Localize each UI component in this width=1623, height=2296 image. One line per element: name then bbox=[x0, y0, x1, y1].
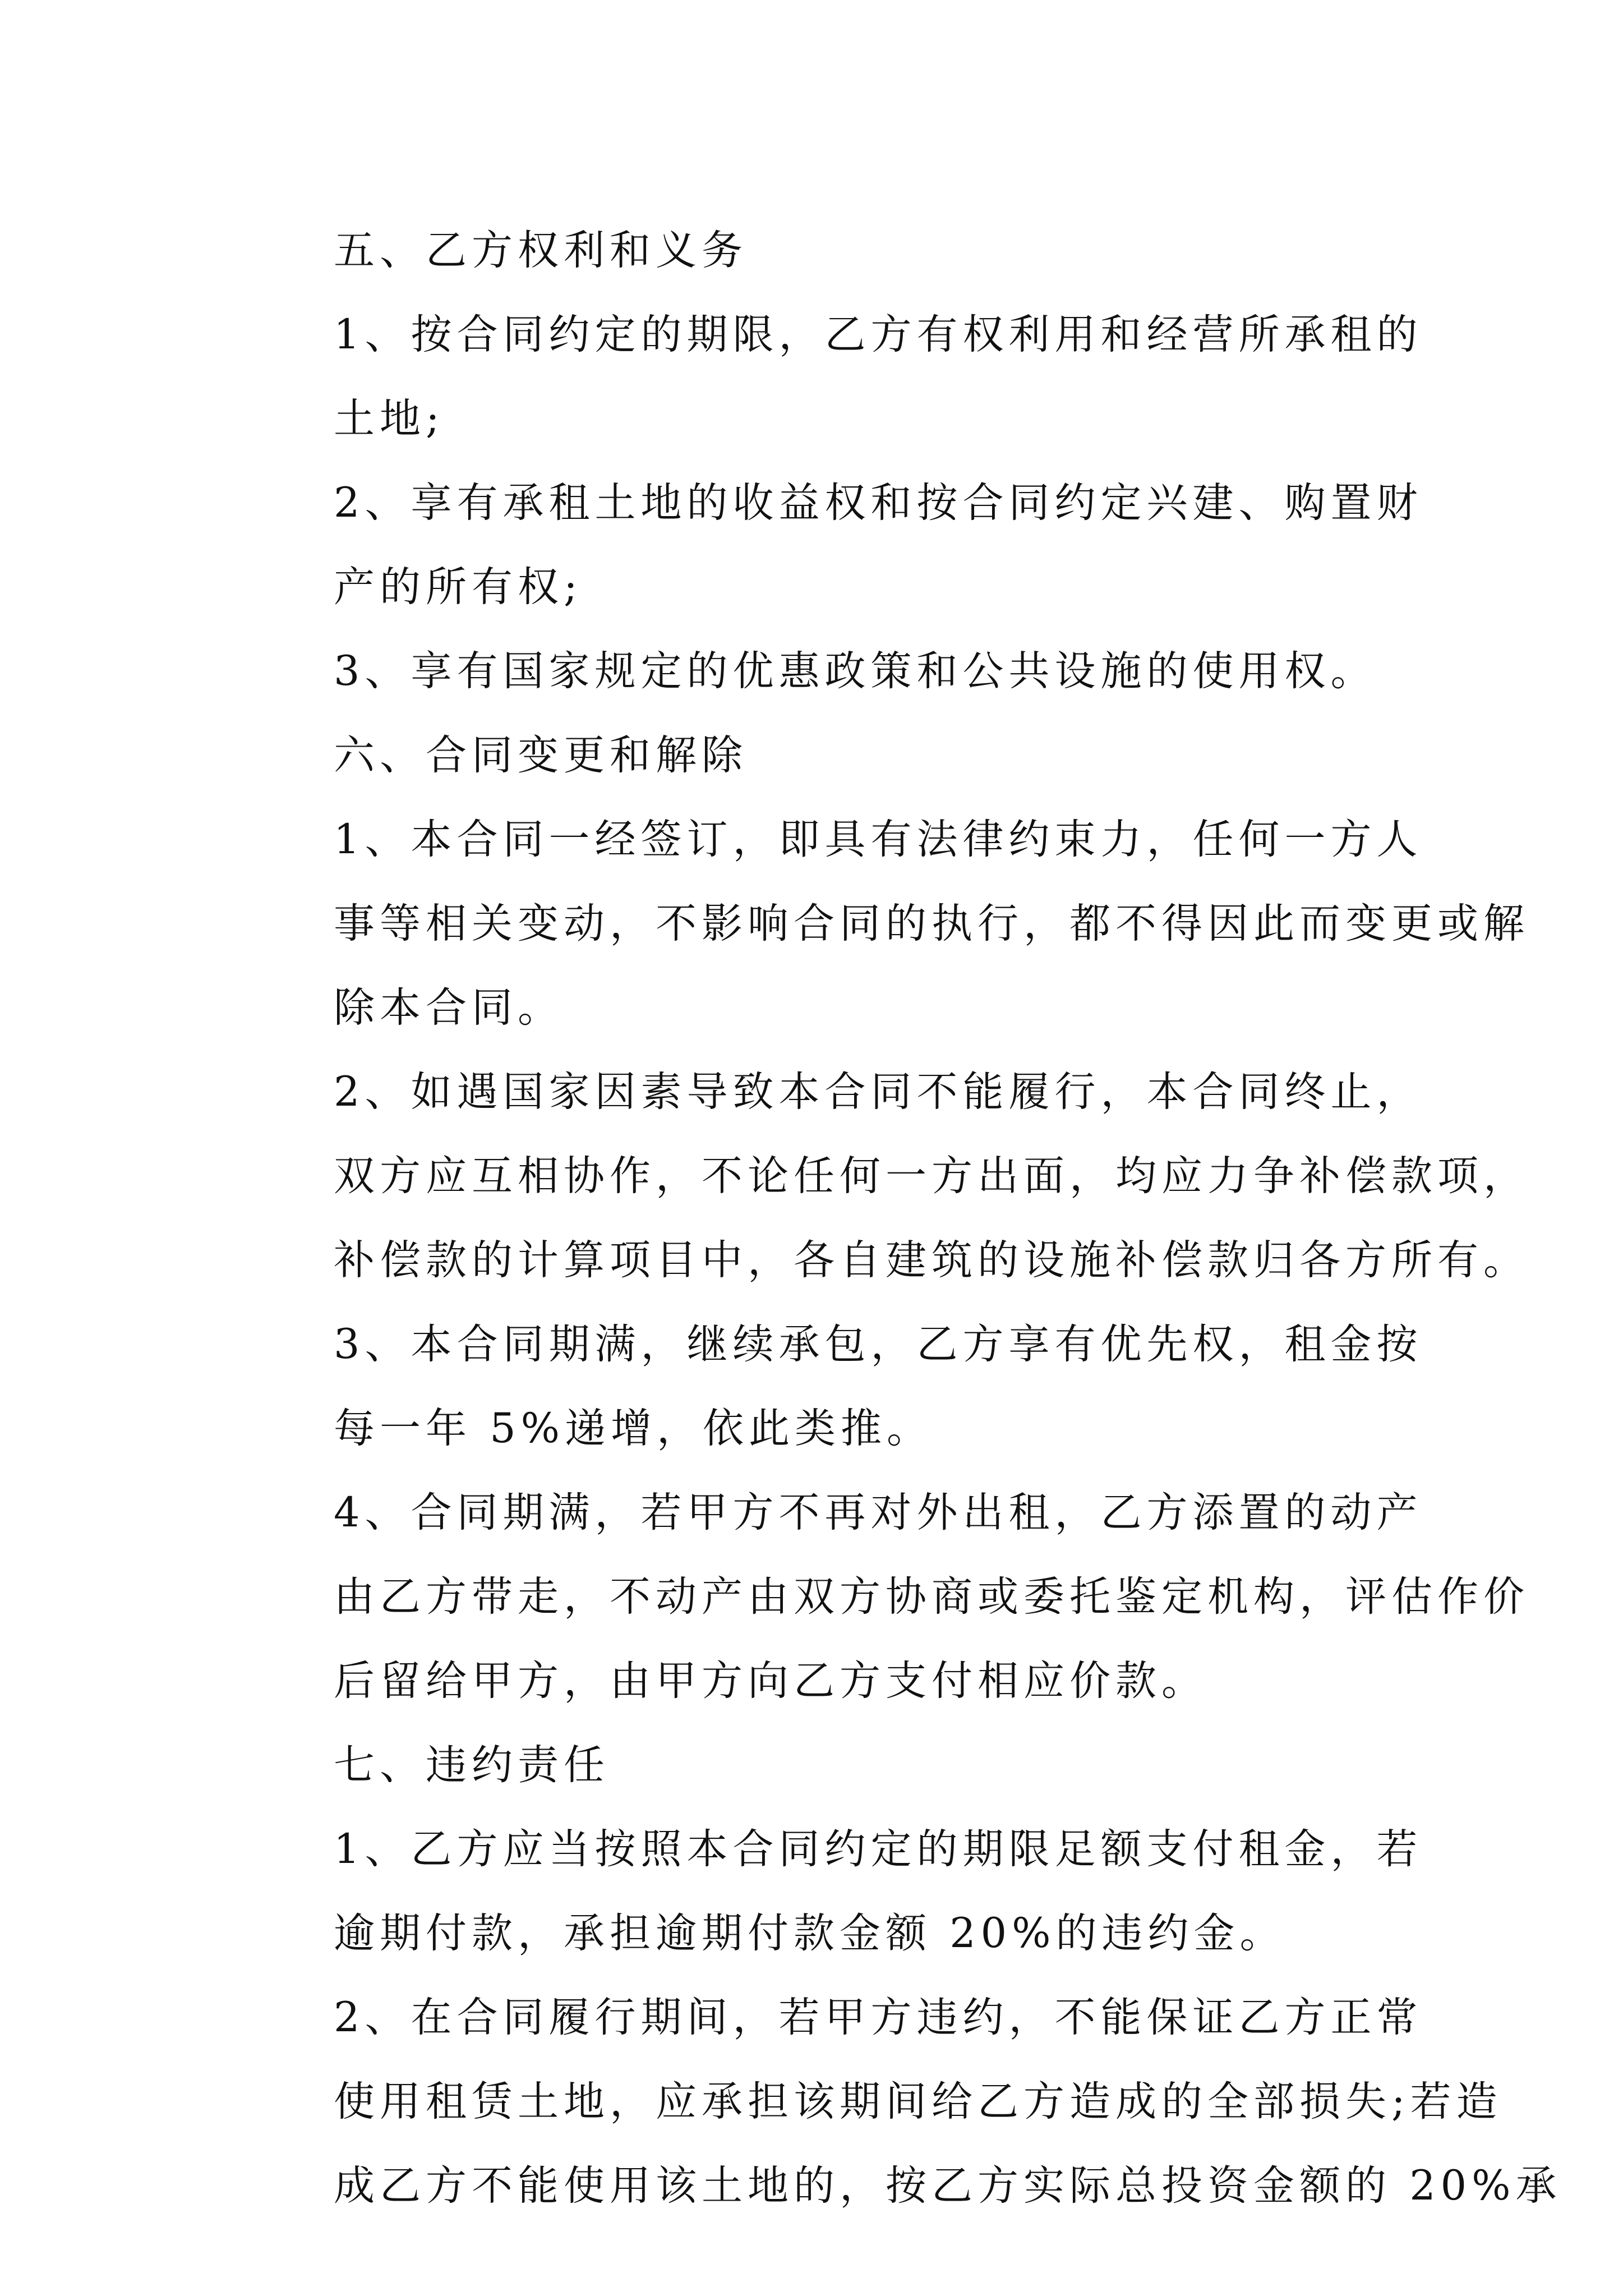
section-five-heading: 五、乙方权利和义务 bbox=[334, 227, 748, 274]
text-line: 成乙方不能使用该土地的，按乙方实际总投资金额的 20%承 bbox=[334, 2162, 1562, 2210]
text-line: 1、乙方应当按照本合同约定的期限足额支付租金，若 bbox=[334, 1825, 1423, 1873]
text-line: 每一年 5%递增，依此类推。 bbox=[334, 1405, 933, 1452]
text-line: 土地; bbox=[334, 395, 445, 443]
text-line: 除本合同。 bbox=[334, 984, 564, 1032]
section-seven-item-2 bbox=[251, 1976, 1562, 2228]
section-seven-heading: 七、违约责任 bbox=[334, 1741, 610, 1789]
text-line: 产的所有权; bbox=[334, 563, 583, 611]
text-line: 3、享有国家规定的优惠政策和公共设施的使用权。 bbox=[334, 647, 1377, 695]
section-six-item-4 bbox=[251, 1471, 1529, 1723]
text-line: 1、本合同一经签订，即具有法律约束力，任何一方人 bbox=[334, 816, 1423, 863]
text-line: 后留给甲方，由甲方向乙方支付相应价款。 bbox=[334, 1657, 1207, 1705]
text-line: 事等相关变动，不影响合同的执行，都不得因此而变更或解 bbox=[334, 900, 1529, 947]
section-six-item-1 bbox=[251, 798, 1529, 1050]
text-line: 3、本合同期满，继续承包，乙方享有优先权，租金按 bbox=[334, 1320, 1423, 1368]
section-seven-item-1 bbox=[251, 1807, 1423, 1976]
text-line: 4、合同期满，若甲方不再对外出租，乙方添置的动产 bbox=[334, 1489, 1423, 1536]
text-line: 2、如遇国家因素导致本合同不能履行，本合同终止， bbox=[334, 1068, 1423, 1116]
document-body bbox=[251, 209, 1562, 2228]
text-line: 1、按合同约定的期限，乙方有权利用和经营所承租的 bbox=[334, 311, 1423, 358]
section-six-item-3 bbox=[251, 1303, 1423, 1471]
text-line: 2、享有承租土地的收益权和按合同约定兴建、购置财 bbox=[334, 479, 1423, 527]
text-line: 2、在合同履行期间，若甲方违约，不能保证乙方正常 bbox=[334, 1994, 1423, 2041]
section-five-item-1 bbox=[251, 293, 1423, 461]
section-six-heading: 六、合同变更和解除 bbox=[334, 731, 748, 779]
section-five-item-2 bbox=[251, 461, 1423, 629]
text-line: 使用租赁土地，应承担该期间给乙方造成的全部损失;若造 bbox=[334, 2078, 1502, 2125]
text-line: 逾期付款，承担逾期付款金额 20%的违约金。 bbox=[334, 1910, 1286, 1957]
text-line: 补偿款的计算项目中，各自建筑的设施补偿款归各方所有。 bbox=[334, 1236, 1529, 1284]
section-five-item-3 bbox=[251, 629, 1384, 714]
text-line: 双方应互相协作，不论任何一方出面，均应力争补偿款项， bbox=[334, 1152, 1529, 1200]
section-six-item-2 bbox=[251, 1050, 1529, 1303]
text-line: 由乙方带走，不动产由双方协商或委托鉴定机构，评估作价 bbox=[334, 1573, 1529, 1621]
